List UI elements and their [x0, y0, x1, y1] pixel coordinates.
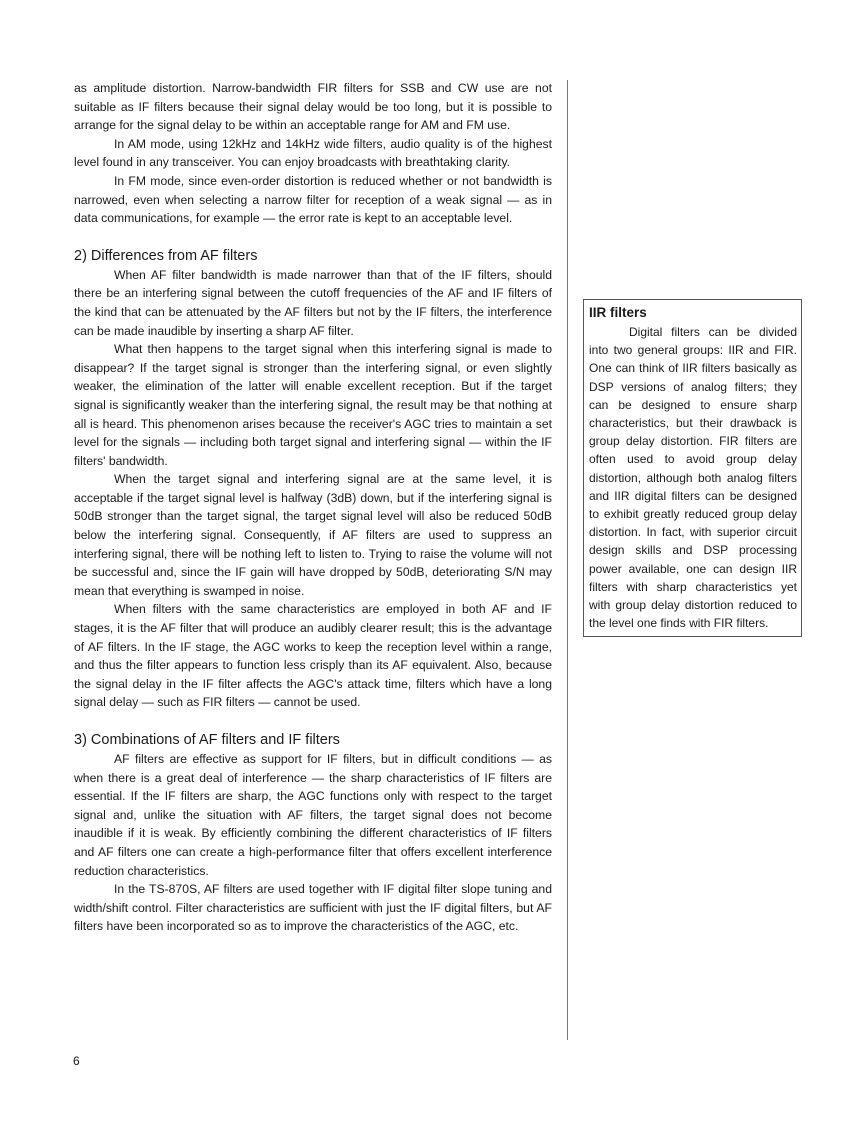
section-gap [74, 228, 552, 246]
section-2-heading: 2) Differences from AF filters [74, 247, 258, 264]
section-2-paragraph-1: When AF filter bandwidth is made narrower than that of the IF filters, should there be an interfering signal between the cutoff frequencies of the AF and IF filters of the kind that can be attenuated by the AF filters but not by the IF filters, the interference can be made inaudible by inserting a sharp AF filter. [74, 267, 552, 338]
section-gap [74, 712, 552, 730]
section-3-paragraph-1: AF filters are effective as support for IF filters, but in difficult conditions — as when there is a great deal of interference — the sharp characteristics of IF filters are essential. If the IF filters are sharp, the AGC functions only with respect to the target signal and, unlike the situation with AF filters, the target signal does not become inaudible if it is weak. By efficiently combining the different characteristics of IF filters and AF filters one can create a high-performance filter that offers excellent interference reduction characteristics. [74, 752, 552, 878]
paragraph-intro: as amplitude distortion. Narrow-bandwidth FIR filters for SSB and CW use are not suitable as IF filters because their signal delay would be too long, but it is possible to arrange for the signal delay to be within an acceptable range for AM and FM use. [74, 81, 552, 133]
column-divider [567, 80, 568, 1040]
section-2-paragraph-3: When the target signal and interfering signal are at the same level, it is acceptable if the target signal level is halfway (3dB) down, but if the interfering signal is 50dB stronger than the target signal, the target signal level will also be reduced 50dB below the interfering signal. Consequently, if AF filters are used to suppress an interfering signal, there will be nothing left to listen to. Trying to raise the volume will not be successful and, since the IF gain will have dropped by 50dB, deteriorating S/N may mean that everything is swamped in noise. [74, 472, 552, 598]
paragraph-am-mode: In AM mode, using 12kHz and 14kHz wide filters, audio quality is of the highest level found in any transceiver. You can enjoy broadcasts with breathtaking clarity. [74, 136, 552, 170]
section-2-paragraph-4: When filters with the same characteristics are employed in both AF and IF stages, it is the AF filter that will produce an audibly clearer result; this is the advantage of AF filters. In the IF stage, the AGC works to keep the reception level within a range, and thus the filter appears to function less crisply than its AF equivalent. Also, because the signal delay in the IF filter affects the AGC's attack time, filters which have a long signal delay — such as FIR filters — cannot be used. [74, 602, 552, 710]
sidebar-title: IIR filters [589, 305, 647, 320]
section-3-heading: 3) Combinations of AF filters and IF filters [74, 732, 340, 748]
paragraph-fm-mode: In FM mode, since even-order distortion is reduced whether or not bandwidth is narrowed, even when selecting a narrow filter for reception of a weak signal — as in data communications, for example — the error rate is kept to an acceptable level. [74, 173, 552, 226]
section-3-paragraph-2: In the TS-870S, AF filters are used together with IF digital filter slope tuning and width/shift control. Filter characteristics are sufficient with just the IF digital filters, but AF filters have been incorporated so as to improve the characteristics of the AGC, etc. [74, 882, 552, 934]
section-2-paragraph-2: What then happens to the target signal when this interfering signal is made to disappear? If the target signal is stronger than the interfering signal, or even slightly weaker, the elimination of the latter will enable excellent reception. But if the target signal is significantly weaker than the interfering signal, the result may be that nothing at all is heard. This phenomenon arises because the receiver's AGC tries to maintain a set level for the signals — including both target signal and interfering signal — within the IF filters' bandwidth. [74, 342, 552, 468]
sidebar-body: Digital filters can be divided into two general groups: IIR and FIR. One can think of IIR filters basically as DSP versions of analog filters; they can be designed to ensure sharp characteristics, but their drawback is group delay distortion. FIR filters are often used to avoid group delay distortion, although both analog filters and IIR digital filters can be designed to exhibit greatly reduced group delay distortion. In fact, with superior circuit design skills and DSP processing power available, one can design IIR filters with sharp characteristics yet with group delay distortion reduced to the level one finds with FIR filters. [589, 325, 797, 631]
page-number: 6 [73, 1054, 80, 1068]
main-column [74, 79, 552, 936]
sidebar-box-iir-filters [583, 299, 802, 637]
